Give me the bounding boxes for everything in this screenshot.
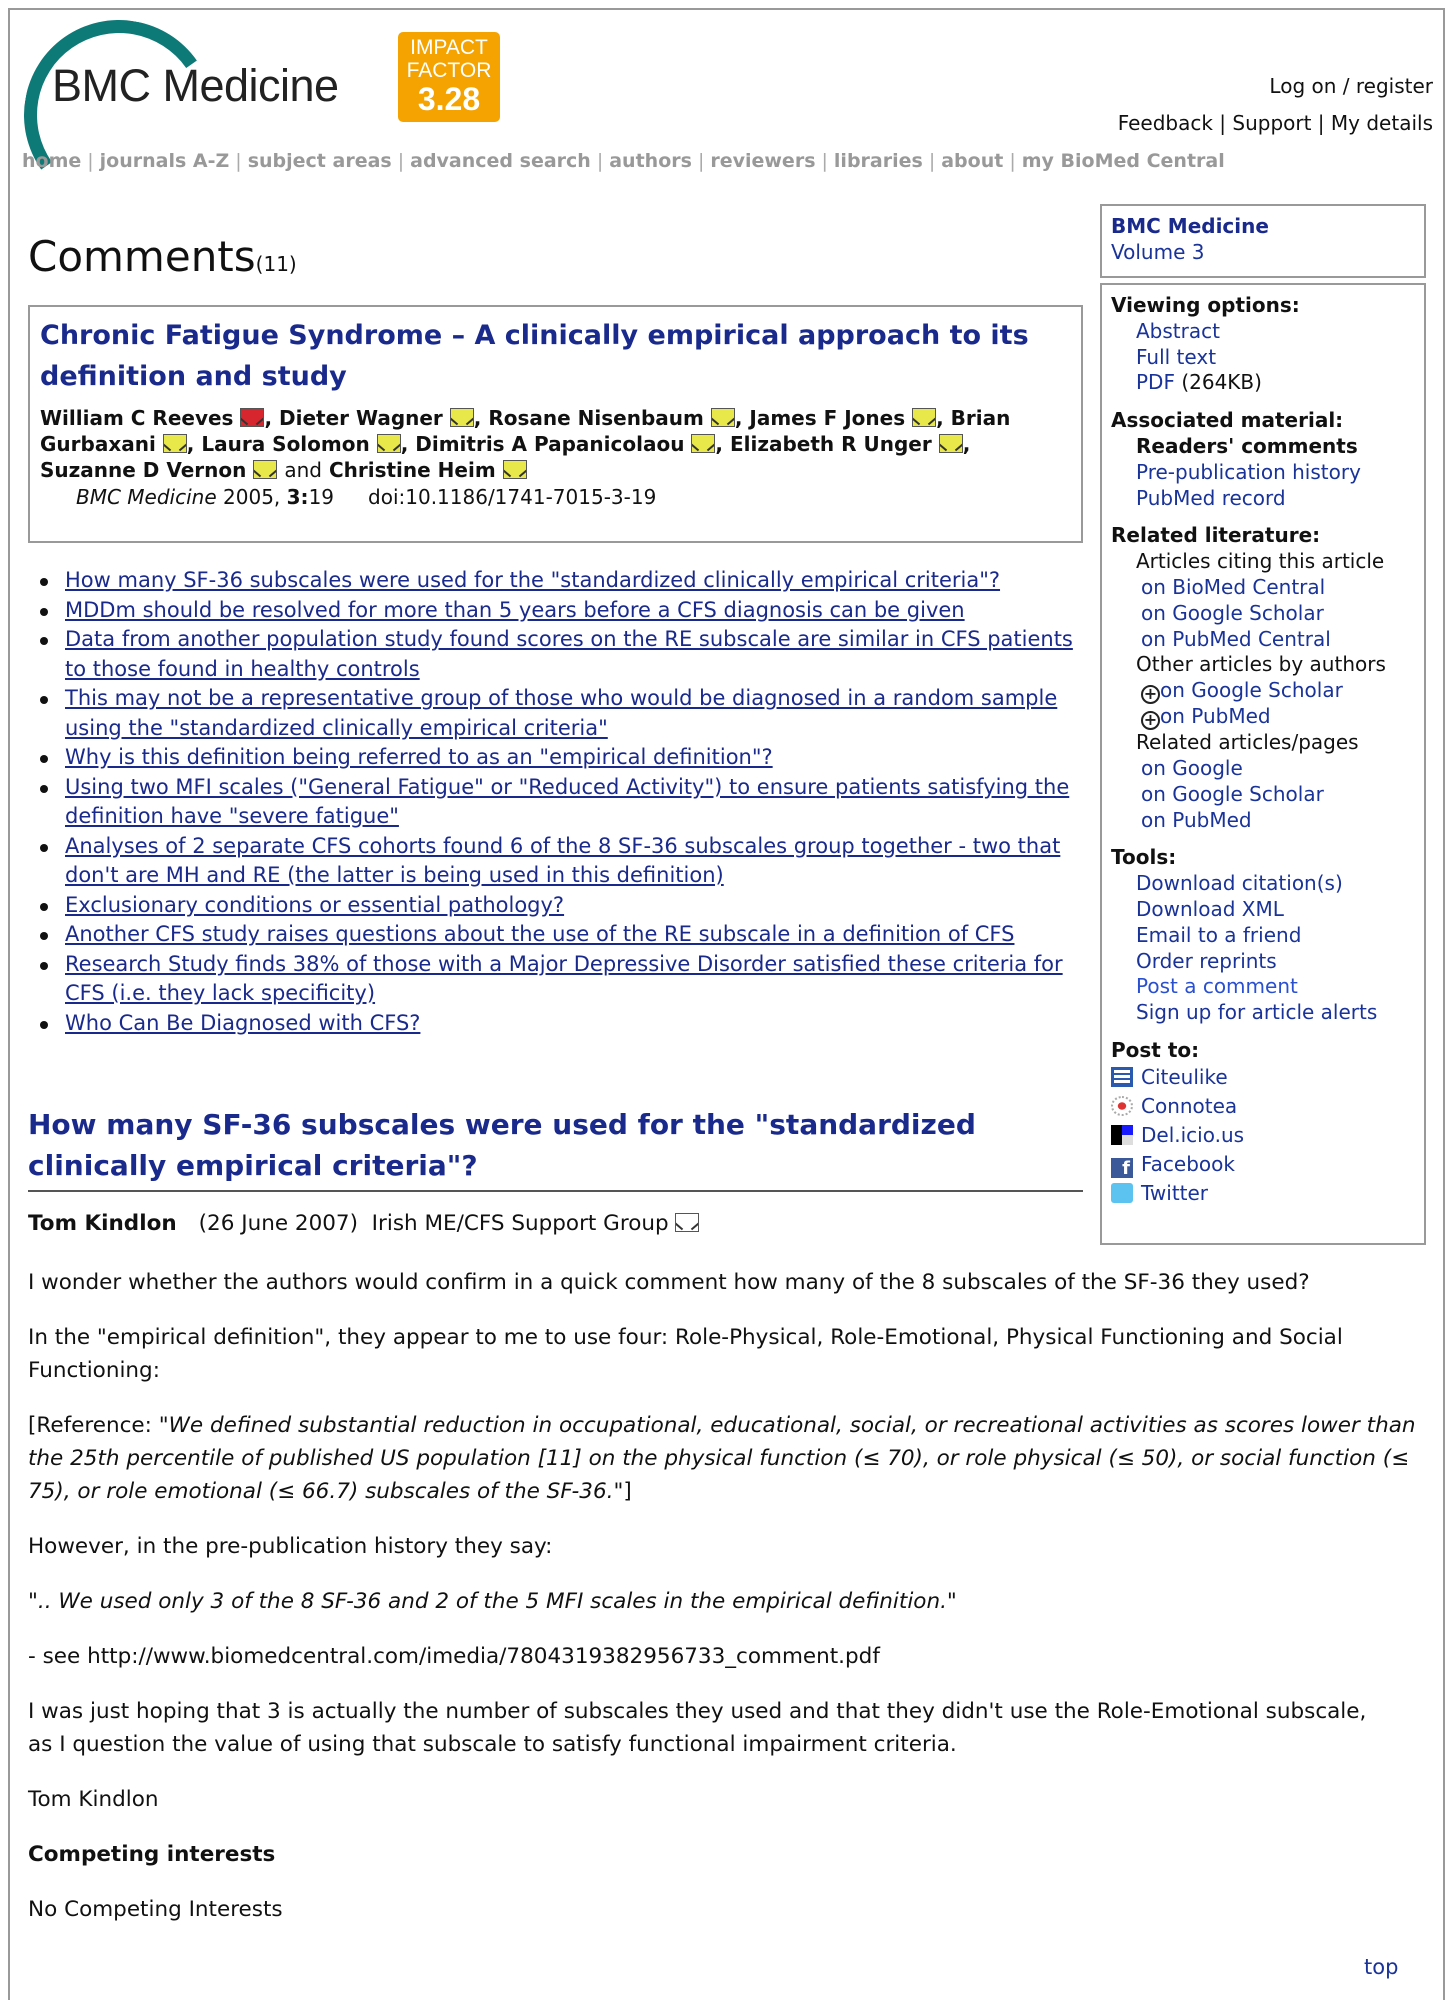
comment-link[interactable]: Using two MFI scales ("General Fatigue" or "Reduced Activity") to ensure patients satisfying the definition have "severe fatigue" (65, 774, 1070, 828)
list-item (40, 684, 1090, 743)
comment-date: (26 June 2007) (198, 1211, 358, 1236)
journal-name: BMC Medicine (76, 485, 217, 509)
order-reprints-link[interactable]: Order reprints (1136, 948, 1277, 973)
author: Rosane Nisenbaum (488, 406, 704, 430)
list-item (40, 920, 1090, 950)
email-icon[interactable] (675, 1213, 699, 1232)
other-pubmed-link[interactable]: on PubMed (1160, 704, 1271, 729)
bmc-medicine-logo[interactable] (22, 18, 362, 130)
comment-link[interactable]: Research Study finds 38% of those with a Major Depressive Disorder satisfied these criteria for CFS (i.e. they lack specificity) (65, 951, 1063, 1005)
full-text-link[interactable]: Full text (1136, 344, 1217, 369)
prepub-history-link[interactable]: Pre-publication history (1136, 459, 1361, 484)
list-item (40, 1009, 1090, 1039)
author: Brian Gurbaxani (40, 406, 1011, 456)
main-nav: home | journals A-Z | subject areas | advanced search | authors | reviewers | libraries | about | my BioMed Central (22, 150, 1225, 172)
journal-box (1100, 204, 1426, 278)
email-icon[interactable] (163, 434, 187, 453)
comment-link[interactable]: Analyses of 2 separate CFS cohorts found 6 of the 8 SF-36 subscales group together - two that don't are MH and RE (the latter is being used in this definition) (65, 833, 1061, 887)
comment-links-list (40, 566, 1090, 1038)
comment-meta (28, 1211, 699, 1236)
post-comment-link[interactable]: Post a comment (1136, 974, 1298, 999)
ref-quote: "We defined substantial reduction in occupational, educational, social, or recreational activities as scores lower than the 25th percentile of published US population [11] on the physical function (≤ 70), or role physical (≤ 50), or social function (≤ 75), or role emotional (≤ 66.7) subscales of the SF-36." (28, 1413, 1416, 1504)
abstract-link[interactable]: Abstract (1136, 318, 1220, 343)
nav-libraries[interactable]: libraries (833, 150, 923, 172)
post-to-heading: Post to: (1111, 1037, 1200, 1062)
list-item (40, 625, 1090, 684)
download-xml-link[interactable]: Download XML (1136, 896, 1284, 921)
doi: doi:10.1186/1741-7015-3-19 (368, 485, 657, 509)
signature: Tom Kindlon (28, 1787, 159, 1812)
citeulike-link[interactable]: Citeulike (1141, 1064, 1228, 1089)
facebook-link[interactable]: Facebook (1141, 1151, 1235, 1176)
comment-count: (11) (255, 252, 297, 276)
associated-heading: Associated material: (1111, 408, 1344, 433)
article-alerts-link[interactable]: Sign up for article alerts (1136, 1000, 1378, 1025)
account-links: Log on / register Feedback | Support | My details (1117, 74, 1433, 135)
author: Christine Heim (328, 458, 496, 482)
citing-label: Articles citing this article (1136, 549, 1385, 574)
author: Laura Solomon (201, 432, 370, 456)
other-scholar-link[interactable]: on Google Scholar (1160, 678, 1343, 703)
email-icon[interactable] (503, 460, 527, 479)
comment-author: Tom Kindlon (28, 1211, 177, 1236)
paragraph: I was just hoping that 3 is actually the number of subscales they used and that they didn't use the Role-Emotional subscale, as I question the value of using that subscale to satisfy functional impairment criteria. (28, 1699, 1367, 1757)
journal-link[interactable]: BMC Medicine (1111, 214, 1269, 238)
delicious-icon (1111, 1125, 1133, 1145)
author: Dieter Wagner (279, 406, 443, 430)
pdf-link[interactable]: PDF (1136, 370, 1175, 395)
email-icon[interactable] (253, 460, 277, 479)
sidebar-options (1100, 283, 1426, 1245)
article-box (28, 305, 1083, 543)
email-icon[interactable] (912, 408, 936, 427)
citation (76, 485, 1071, 509)
author: Suzanne D Vernon (40, 458, 247, 482)
paragraph: In the "empirical definition", they appear to me to use four: Role-Physical, Role-Emotional, Physical Functioning and Social Functioning: (28, 1325, 1343, 1383)
back-to-top-link[interactable]: top (1364, 1955, 1399, 1979)
pubmed-record-link[interactable]: PubMed record (1136, 485, 1286, 510)
paragraph: However, in the pre-publication history they say: (28, 1534, 553, 1559)
facebook-icon: f (1111, 1158, 1133, 1178)
nav-journals[interactable]: journals A-Z (99, 150, 230, 172)
list-item (40, 891, 1090, 921)
comment-body (28, 1266, 1428, 1948)
ref-prefix: [Reference: (28, 1413, 159, 1438)
nav-my-biomed[interactable]: my BioMed Central (1021, 150, 1225, 172)
list-item (40, 950, 1090, 1009)
list-item (40, 743, 1090, 773)
tools-heading: Tools: (1111, 845, 1177, 870)
citing-scholar-link[interactable]: on Google Scholar (1141, 600, 1324, 625)
related-pages-label: Related articles/pages (1136, 730, 1359, 755)
comment-link[interactable]: How many SF-36 subscales were used for the "standardized clinically empirical criteria"? (65, 568, 1001, 592)
impact-label: IMPACT (410, 36, 488, 59)
logo-text: BMC Medicine (52, 60, 339, 111)
email-icon[interactable] (691, 434, 715, 453)
comment-link[interactable]: Why is this definition being referred to as an "empirical definition"? (65, 745, 773, 769)
connotea-link[interactable]: Connotea (1141, 1093, 1238, 1118)
comment-link[interactable]: Who Can Be Diagnosed with CFS? (65, 1010, 421, 1035)
nav-authors[interactable]: authors (609, 150, 692, 172)
divider (28, 1190, 1083, 1192)
reference-paragraph (28, 1409, 1428, 1508)
comment-link[interactable]: Data from another population study found scores on the RE subscale are similar in CFS patients to those found in healthy controls (65, 627, 1073, 681)
expand-plus-icon[interactable]: + (1141, 711, 1160, 730)
email-friend-link[interactable]: Email to a friend (1136, 922, 1302, 947)
related-scholar-link[interactable]: on Google Scholar (1141, 781, 1324, 806)
email-icon[interactable] (450, 408, 474, 427)
email-icon[interactable] (377, 434, 401, 453)
related-heading: Related literature: (1111, 523, 1321, 548)
delicious-link[interactable]: Del.icio.us (1141, 1122, 1245, 1147)
readers-comments-current: Readers' comments (1136, 433, 1358, 458)
list-item (40, 773, 1090, 832)
year: 2005, (216, 485, 287, 509)
download-citation-link[interactable]: Download citation(s) (1136, 871, 1343, 896)
competing-interests-heading: Competing interests (28, 1842, 276, 1867)
comment-link[interactable]: This may not be a representative group of those who would be diagnosed in a random sample using the "standardized clinically empirical criteria" (65, 686, 1058, 740)
connotea-icon (1111, 1096, 1133, 1116)
other-articles-label: Other articles by authors (1136, 652, 1386, 677)
author: Dimitris A Papanicolaou (415, 432, 685, 456)
paragraph: I wonder whether the authors would confirm in a quick comment how many of the 8 subscales of the SF-36 they used? (28, 1270, 1310, 1295)
pdf-size: (264KB) (1174, 370, 1262, 395)
viewing-options-heading: Viewing options: (1111, 293, 1300, 317)
email-icon[interactable] (939, 434, 963, 453)
nav-reviewers[interactable]: reviewers (710, 150, 816, 172)
page-title (28, 232, 297, 281)
nav-subject-areas[interactable]: subject areas (247, 150, 392, 172)
title-text: Comments (28, 232, 256, 281)
list-item (40, 596, 1090, 626)
comment-title: How many SF-36 subscales were used for the "standardized clinically empirical criteria"? (28, 1108, 976, 1182)
article-title-link[interactable]: Chronic Fatigue Syndrome – A clinically empirical approach to its definition and study (40, 320, 1029, 392)
comment-link[interactable]: Exclusionary conditions or essential pathology? (65, 892, 565, 917)
impact-factor-badge (398, 32, 500, 122)
author: William C Reeves (40, 406, 234, 430)
author-list: William C Reeves , Dieter Wagner , Rosane Nisenbaum , James F Jones , Brian Gurbaxani , Laura Solomon , Dimitris A Papanicolaou , Elizabeth R Unger , Suzanne D Vernon and Christine Heim (40, 406, 1011, 482)
twitter-link[interactable]: Twitter (1141, 1180, 1209, 1205)
related-pubmed-link[interactable]: on PubMed (1141, 807, 1252, 832)
comment-link[interactable]: MDDm should be resolved for more than 5 years before a CFS diagnosis can be given (65, 597, 965, 622)
nav-advanced-search[interactable]: advanced search (410, 150, 591, 172)
comment-affiliation: Irish ME/CFS Support Group (371, 1211, 669, 1236)
login-link[interactable]: Log on / register (1269, 74, 1433, 98)
twitter-icon (1111, 1183, 1133, 1203)
author: James F Jones (749, 406, 906, 430)
citeulike-icon (1111, 1067, 1133, 1087)
citing-biomed-link[interactable]: on BioMed Central (1141, 574, 1326, 599)
paragraph: - see http://www.biomedcentral.com/imedia/7804319382956733_comment.pdf (28, 1644, 880, 1669)
nav-about[interactable]: about (941, 150, 1004, 172)
support-link[interactable]: Support (1232, 111, 1312, 135)
author: Elizabeth R Unger (729, 432, 932, 456)
volume-link[interactable]: Volume 3 (1111, 239, 1205, 264)
nav-home[interactable]: home (22, 150, 82, 172)
factor-label: FACTOR (406, 59, 492, 82)
email-icon[interactable] (711, 408, 735, 427)
email-icon[interactable] (240, 408, 264, 427)
expand-plus-icon[interactable]: + (1141, 685, 1160, 704)
quote-paragraph: ".. We used only 3 of the 8 SF-36 and 2 of the 5 MFI scales in the empirical definition." (28, 1589, 957, 1614)
list-item (40, 832, 1090, 891)
impact-value: 3.28 (417, 81, 481, 117)
feedback-link[interactable]: Feedback (1117, 111, 1213, 135)
related-google-link[interactable]: on Google (1141, 755, 1243, 780)
list-item (40, 566, 1090, 596)
and-text: and (284, 458, 322, 482)
competing-interests-text: No Competing Interests (28, 1897, 283, 1922)
citing-pmc-link[interactable]: on PubMed Central (1141, 626, 1331, 651)
page-number: 19 (308, 485, 335, 509)
volume: 3: (286, 485, 309, 509)
my-details-link[interactable]: My details (1330, 111, 1433, 135)
ref-suffix: ] (623, 1479, 632, 1504)
comment-link[interactable]: Another CFS study raises questions about the use of the RE subscale in a definition of CFS (65, 922, 1015, 946)
